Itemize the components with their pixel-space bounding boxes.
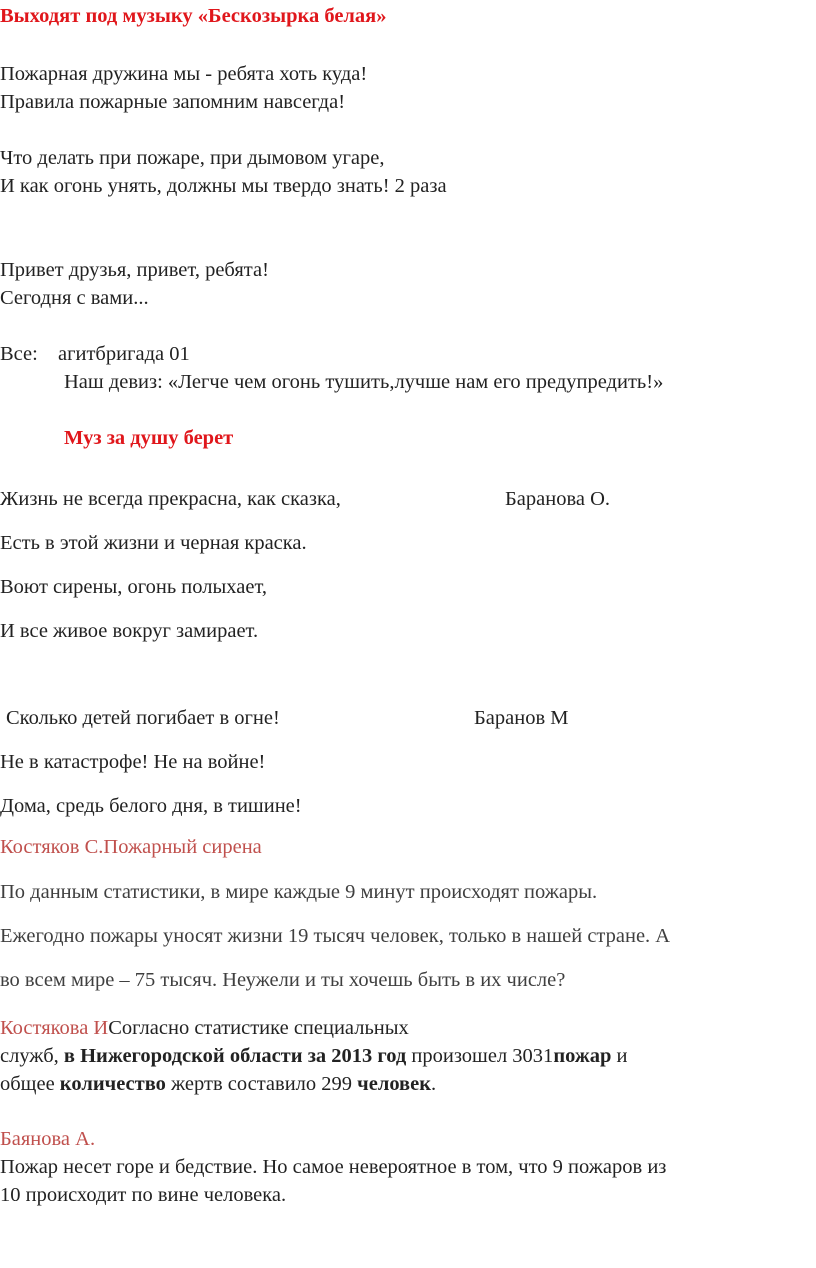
- kostyakov-speaker: Костяков С.Пожарный сирена: [0, 836, 262, 858]
- kostyakova-text-3e: .: [431, 1073, 437, 1095]
- music-cue: Муз за душу берет: [64, 427, 234, 449]
- kostyakova-line-1: [0, 1016, 409, 1041]
- kostyakov-line-3: во всем мире – 75 тысяч. Неужели и ты хочешь быть в их числе?: [0, 969, 566, 991]
- motto: Наш девиз: «Легче чем огонь тушить,лучше нам его предупредить!»: [64, 371, 664, 393]
- kostyakova-text-2c: произошел 3031: [406, 1045, 554, 1067]
- kostyakova-bold-fire: пожар: [553, 1045, 612, 1067]
- kostyakova-text-2a: служб,: [0, 1045, 64, 1067]
- verse1-line-4: И все живое вокруг замирает.: [0, 620, 259, 642]
- verse1-line-3: Воют сирены, огонь полыхает,: [0, 576, 267, 598]
- verse1-speaker: Баранова О.: [505, 488, 611, 510]
- verse2-line-3: Дома, средь белого дня, в тишине!: [0, 795, 302, 817]
- kostyakova-text-3c: жертв составило 299: [165, 1073, 358, 1095]
- kostyakova-bold-count: количество: [59, 1073, 166, 1095]
- verse1-line-2: Есть в этой жизни и черная краска.: [0, 532, 307, 554]
- kostyakova-text-1: Согласно статистике специальных: [108, 1017, 409, 1039]
- greeting-line-2: Сегодня с вами...: [0, 287, 149, 309]
- verse2-speaker: Баранов М: [474, 707, 569, 729]
- bayanova-line-2: 10 происходит по вине человека.: [0, 1184, 287, 1206]
- kostyakova-bold-region: в Нижегородской области за 2013 год: [63, 1045, 407, 1067]
- heading: Выходят под музыку «Бескозырка белая»: [0, 5, 387, 27]
- kostyakova-line-2: [0, 1044, 628, 1069]
- song-line-3: Что делать при пожаре, при дымовом угаре,: [0, 147, 385, 169]
- team-name: агитбригада 01: [58, 343, 190, 365]
- kostyakova-text-3a: общее: [0, 1073, 60, 1095]
- song-line-2: Правила пожарные запомним навсегда!: [0, 91, 346, 113]
- all-label: Все:: [0, 343, 38, 365]
- kostyakova-speaker: Костякова И: [0, 1017, 109, 1039]
- song-line-1: Пожарная дружина мы - ребята хоть куда!: [0, 63, 368, 85]
- kostyakova-line-3: [0, 1072, 436, 1097]
- kostyakov-line-1: По данным статистики, в мире каждые 9 минут происходят пожары.: [0, 881, 598, 903]
- bayanova-line-1: Пожар несет горе и бедствие. Но самое невероятное в том, что 9 пожаров из: [0, 1156, 667, 1178]
- bayanova-speaker: Баянова А.: [0, 1128, 96, 1150]
- kostyakov-line-2: Ежегодно пожары уносят жизни 19 тысяч человек, только в нашей стране. А: [0, 925, 671, 947]
- kostyakova-bold-people: человек: [357, 1073, 432, 1095]
- kostyakova-text-2e: и: [611, 1045, 628, 1067]
- song-line-4: И как огонь унять, должны мы твердо знать! 2 раза: [0, 175, 447, 197]
- greeting-line-1: Привет друзья, привет, ребята!: [0, 259, 269, 281]
- verse2-line-2: Не в катастрофе! Не на войне!: [0, 751, 266, 773]
- verse1-line-1: Жизнь не всегда прекрасна, как сказка,: [0, 488, 341, 510]
- verse2-line-1: Сколько детей погибает в огне!: [6, 707, 280, 729]
